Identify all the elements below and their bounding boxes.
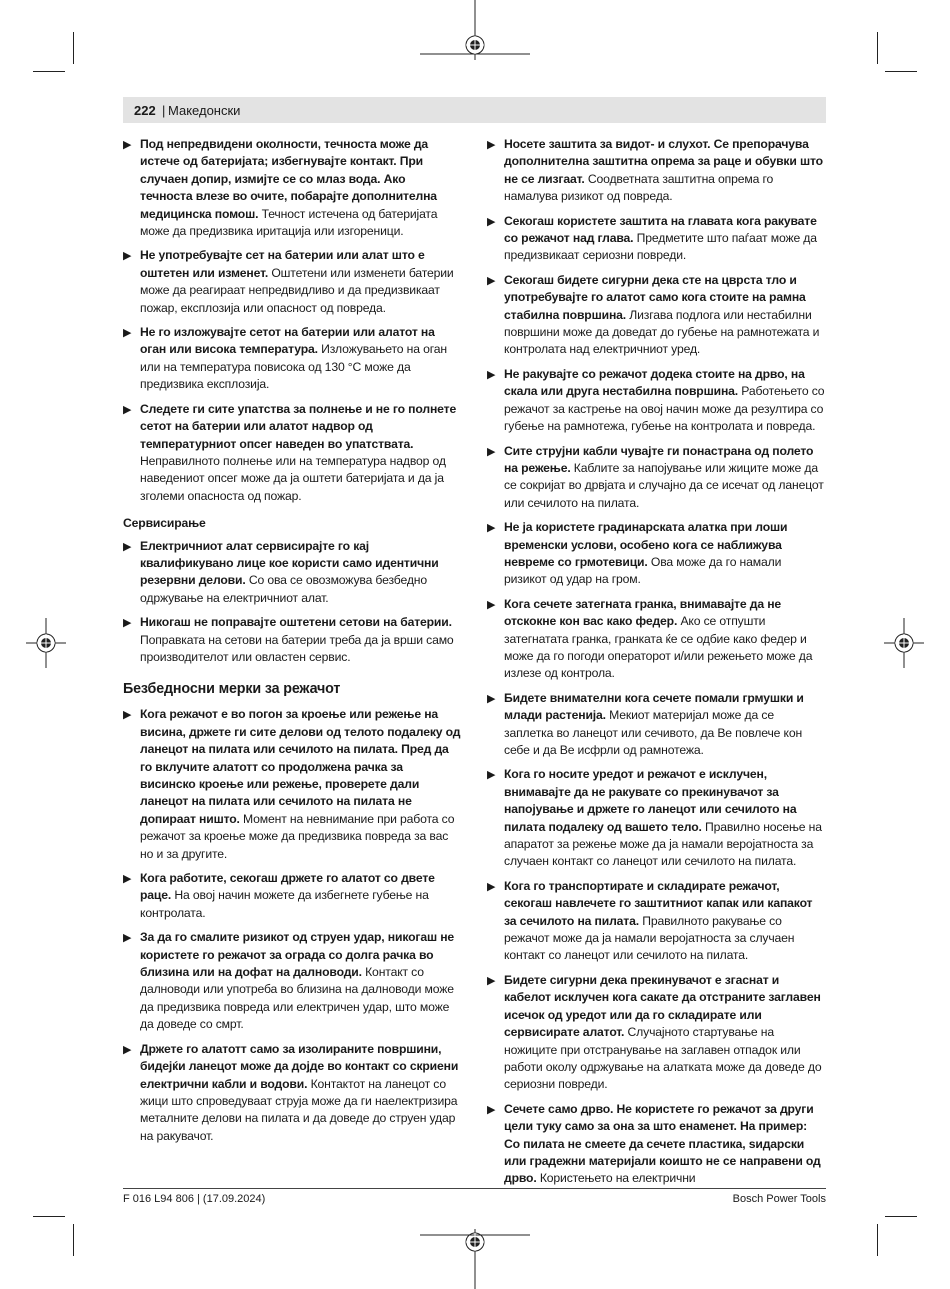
bullet-bold-text: Сите струјни кабли чувајте ги понастрана од полето на режење.	[504, 443, 814, 475]
bullet-item	[487, 766, 825, 870]
bullet-bold-text: Кога режачот е во погон за кроење или режење на висина, држете ги сите делови од телото подалеку од ланецот на пилата или сечилото на пилата. Пред да го вклучите алатотт со продолжена рачка за висинско кроење или режење, проверете дали ланецот на пилата или сечилото на пилата не допираат ништо.	[140, 707, 461, 826]
bullet-body-text: Случајното стартување на ножиците при отстранување на заглавен отпадок или работи околу одржување на алатката може да доведе до сериозни повреди.	[504, 1025, 822, 1092]
triangle-right-icon: ▶	[123, 873, 132, 886]
bullet-body-text: Неправилното полнење или на температура надвор од наведениот опсег може да ја оштети батеријата и да ја зголеми опасноста од пожар.	[140, 453, 446, 503]
bullet-bold-text: Не ја користете градинарската алатка при лоши временски услови, особено кога се наближува невреме со грмотевици.	[504, 520, 788, 569]
bullet-body-text: Изложувањето на оган или на температура повисока од 130 °C може да предизвика експлозија.	[140, 342, 447, 392]
crop-mark	[73, 32, 74, 64]
crop-mark	[33, 1216, 65, 1217]
bullet-bold-text: Бидете внимателни кога сечете помали грмушки и млади растенија.	[504, 690, 804, 723]
bullet-body-text: Контактот на ланецот со жици што спроведуваат струја може да ги наелектризира металните делови на пилата и да доведе до струен удар на ракувачот.	[140, 1076, 458, 1143]
bullet-bold-text: Сечете само дрво. Не користете го режачот за други цели туку само за она за што енаменет. На пример: Со пилата не смеете да сечете пластика, ѕидарски или градежни материјали коишто не се направени од дрво.	[504, 1101, 821, 1186]
triangle-right-icon: ▶	[487, 769, 496, 782]
bullet-bold-text: Кога го транспортирате и складирате режачот, секогаш навлечете го заштитниот капак или капакот за сечилото на пилата.	[504, 878, 813, 928]
triangle-right-icon: ▶	[123, 540, 132, 553]
bullet-body-text: Правилното ракување со режачот може да ја намали веројатноста за случаен контакт со ланецот или сечилото на пилата.	[504, 913, 795, 963]
triangle-right-icon: ▶	[487, 598, 496, 611]
triangle-right-icon: ▶	[487, 445, 496, 458]
footer-brand: Bosch Power Tools	[732, 1193, 826, 1205]
bullet-body-text: На овој начин можете да избегнете губење на контролата.	[140, 888, 429, 920]
bullet-item	[487, 443, 825, 513]
triangle-right-icon: ▶	[123, 403, 132, 416]
crop-mark	[877, 32, 878, 64]
bullet-bold-text: Електричниот алат сервисирајте го кај квалификувано лице кое користи само идентични резервни делови.	[140, 538, 439, 588]
registration-mark-icon	[884, 618, 924, 668]
bullet-body-text: Правилно носење на апаратот за режење може да ја намали веројатноста за случаен контакт со ланецот или сечилото на пилата.	[504, 819, 822, 869]
bullet-item	[487, 519, 825, 589]
bullet-body-text: Работењето со режачот за кастрење на овој начин може да резултира со губење на рамнотежа, губење на контролата и повреда.	[504, 384, 825, 434]
bullet-item	[123, 136, 461, 240]
registration-mark-icon	[420, 1229, 530, 1289]
triangle-right-icon: ▶	[123, 932, 132, 945]
crop-mark	[877, 1224, 878, 1256]
bullet-body-text: Каблите за напојување или жиците може да се сокријат во дрвјата и случајно да се исечат од ланецот или сечилото на пилата.	[504, 460, 824, 510]
bullet-item	[123, 706, 461, 863]
bullet-bold-text: Секогаш бидете сигурни дека сте на цврста тло и употребувајте го алатот само кога стоите на рамна стабилна површина.	[504, 272, 806, 322]
triangle-right-icon: ▶	[123, 709, 132, 722]
crop-mark	[885, 1216, 917, 1217]
bullet-item	[487, 972, 825, 1094]
triangle-right-icon: ▶	[487, 368, 496, 381]
bullet-body-text: Мекиот материјал може да се заплетка во ланецот или сечивото, да Ве повлече кон себе и да Ве исфрли од рамнотежа.	[504, 708, 803, 757]
bullet-body-text: Предметите што паѓаат може да предизвикаат сериозни повреди.	[504, 231, 817, 263]
crop-mark	[33, 71, 65, 72]
bullet-bold-text: Кога работите, секогаш држете го алатот со двете раце.	[140, 871, 435, 903]
bullet-body-text: Оштетени или изменети батерии може да реагираат непредвидливо и да предизвикаат пожар, експлозија или опасност од повреда.	[140, 265, 454, 315]
footer-rule	[123, 1188, 826, 1189]
bullet-bold-text: Кога го носите уредот и режачот е исклучен, внимавајте да не ракувате со прекинувачот за напојување и држете го ланецот или сечилото на пилата подалеку од вашето тело.	[504, 767, 797, 834]
triangle-right-icon: ▶	[487, 880, 496, 893]
triangle-right-icon: ▶	[123, 617, 132, 630]
bullet-item	[487, 366, 825, 436]
bullet-body-text: Течност истечена од батеријата може да предизвика иритација или изгореници.	[140, 206, 438, 239]
crop-mark	[73, 1224, 74, 1256]
bullet-body-text: Лизгава подлога или нестабилни површини може да доведат до губење на рамнотежата и контролата над електричниот уред.	[504, 307, 820, 357]
triangle-right-icon: ▶	[123, 1043, 132, 1056]
triangle-right-icon: ▶	[487, 139, 496, 151]
items-right	[487, 136, 825, 1188]
bullet-body-text: Момент на невнимание при работа со режачот за кроење може да предизвика повреда за вас но и за другите.	[140, 811, 455, 861]
triangle-right-icon: ▶	[487, 692, 496, 705]
triangle-right-icon: ▶	[123, 139, 132, 151]
bullet-body-text: Контакт со далноводи или употреба во близина на далноводи може да предизвика повреда или електричен удар, што може да доведе со смрт.	[140, 965, 454, 1032]
bullet-item	[123, 614, 461, 666]
items-a	[123, 136, 461, 505]
bullet-bold-text: Бидете сигурни дека прекинувачот е згаснат и кабелот исклучен кога сакате да отстраните заглавен исечок од уредот или да го складирате или сервисирате алатот.	[504, 972, 821, 1040]
bullet-item	[487, 690, 825, 760]
crop-mark	[885, 71, 917, 72]
bullet-bold-text: Следете ги сите упатства за полнење и не го полнете сетот на батерии или алатот надвор од температурниот опсег наведен во упатствата.	[140, 401, 457, 451]
bullet-item	[123, 324, 461, 394]
bullet-item	[487, 1101, 825, 1188]
bullet-item	[123, 870, 461, 922]
left-column	[123, 136, 461, 1152]
bullet-bold-text: Носете заштита за видот- и слухот. Се препорачува дополнителна заштитна опрема за раце и обувки што не се лизгаат.	[504, 137, 823, 186]
footer-doc-id: F 016 L94 806 | (17.09.2024)	[123, 1193, 266, 1205]
items-c	[123, 706, 461, 1145]
service-heading: Сервисирање	[123, 516, 206, 531]
registration-mark-icon	[420, 0, 530, 60]
bullet-item	[123, 929, 461, 1033]
bullet-item	[487, 878, 825, 965]
bullet-bold-text: Под непредвидени околности, течноста може да истече од батеријата; избегнувајте контакт. При случаен допир, измијте се со млаз вода. Ако течноста влезе во очите, побарајте дополнителна медицинска помош.	[140, 137, 437, 221]
bullet-bold-text: Држете го алатотт само за изолираните површини, бидејќи ланецот може да дојде во контакт со скриени електрични кабли и водови.	[140, 1041, 459, 1091]
bullet-bold-text: Не го изложувајте сетот на батерии или алатот на оган или висока температура.	[140, 325, 435, 357]
bullet-bold-text: Не употребувајте сет на батерии или алат што е оштетен или изменет.	[140, 248, 425, 280]
triangle-right-icon: ▶	[123, 327, 132, 340]
items-b	[123, 538, 461, 667]
bullet-body-text: Со ова се овозможува безбедно одржување на електричниот алат.	[140, 573, 428, 605]
bullet-body-text: Ако се отпушти затегнатата гранка, гранката ќе се одбие како федер и може да го погоди операторот и/или режењето може да излезе од контрола.	[504, 614, 813, 681]
bullet-body-text: Поправката на сетови на батерии треба да ја врши само производителот или овластен сервис.	[140, 632, 454, 664]
bullet-item	[487, 213, 825, 265]
page-number: 222	[134, 103, 156, 118]
bullet-item	[487, 272, 825, 359]
header-language: Македонски	[168, 103, 241, 118]
bullet-item	[487, 136, 825, 206]
bullet-bold-text: Не ракувајте со режачот додека стоите на дрво, на скала или друга нестабилна површина.	[504, 366, 805, 399]
bullet-bold-text: За да го смалите ризикот од струен удар, никогаш не користете го режачот за ограда со долга рачка во близина или на дофат на далноводи.	[140, 930, 455, 980]
bullet-bold-text: Секогаш користете заштита на главата кога ракувате со режачот над глава.	[504, 213, 817, 246]
triangle-right-icon: ▶	[123, 250, 132, 263]
triangle-right-icon: ▶	[487, 215, 496, 228]
bullet-bold-text: Кога сечете затегната гранка, внимавајте да не отскокне кон вас како федер.	[504, 596, 782, 629]
bullet-body-text: Ова може да го намали ризикот од удар на гром.	[504, 554, 782, 587]
header-separator: |	[162, 103, 166, 118]
bullet-item	[123, 401, 461, 505]
bullet-body-text: Користењето на електрични	[536, 1171, 696, 1186]
triangle-right-icon: ▶	[487, 974, 496, 987]
safety-section-heading: Безбедносни мерки за режачот	[123, 681, 341, 698]
bullet-body-text: Соодветната заштитна опрема го намалува ризикот од повреда.	[504, 171, 774, 204]
bullet-item	[123, 247, 461, 317]
registration-mark-icon	[26, 618, 66, 668]
bullet-item	[487, 596, 825, 683]
bullet-item	[123, 538, 461, 608]
triangle-right-icon: ▶	[487, 274, 496, 287]
bullet-bold-text: Никогаш не поправајте оштетени сетови на батерии.	[140, 615, 452, 630]
bullet-item	[123, 1041, 461, 1145]
triangle-right-icon: ▶	[487, 522, 496, 535]
triangle-right-icon: ▶	[487, 1103, 496, 1116]
right-column	[487, 136, 825, 1195]
